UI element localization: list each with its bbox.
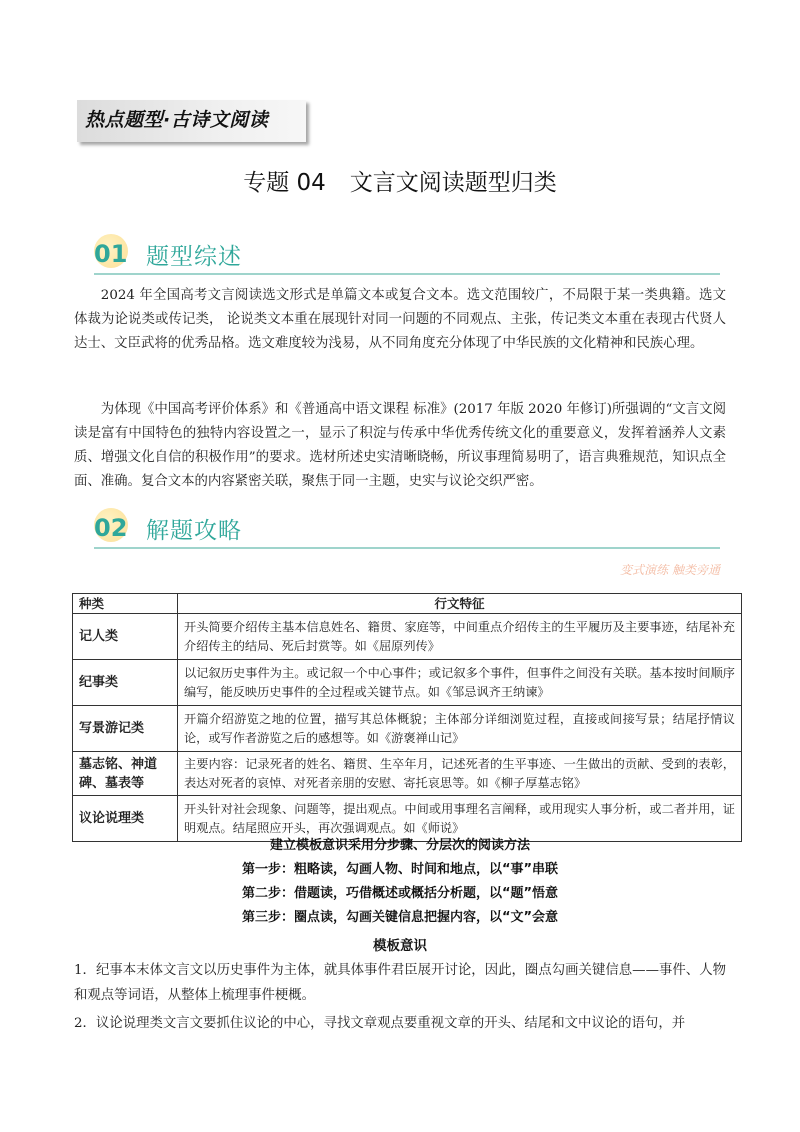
template-heading: 模板意识 xyxy=(373,938,427,954)
row-kind: 记人类 xyxy=(73,614,178,660)
table-row xyxy=(73,752,742,796)
banner-text: 热点题型·古诗文阅读 xyxy=(85,109,269,131)
section-heading-strategy xyxy=(80,508,720,554)
section-title: 解题攻略 xyxy=(146,518,242,544)
header-banner xyxy=(77,100,306,142)
row-desc: 开篇介绍游览之地的位置，描写其总体概貌；主体部分详细浏览过程，直接或间接写景；结尾抒情议论，或写作者游览之后的感想等。如《游褒禅山记》 xyxy=(178,706,742,752)
section-heading-overview xyxy=(80,234,720,280)
row-desc: 开头简要介绍传主基本信息姓名、籍贯、家庭等，中间重点介绍传主的生平履历及主要事迹，结尾补充介绍传主的结局、死后封赏等。如《屈原列传》 xyxy=(178,614,742,660)
title-number: 专题 04 xyxy=(243,170,326,196)
template-list xyxy=(74,958,726,1039)
method-step-1: 第一步：粗略读，勾画人物、时间和地点，以“事”串联 xyxy=(241,862,559,877)
table-row xyxy=(73,660,742,706)
row-kind: 议论说理类 xyxy=(73,796,178,842)
row-kind: 墓志铭、神道碑、墓表等 xyxy=(73,752,178,796)
row-kind: 写景游记类 xyxy=(73,706,178,752)
overview-paragraph-2: 为体现《中国高考评价体系》和《普通高中语文课程 标准》(2017 年版 2020 年修订)所强调的“文言文阅读是富有中国特色的独特内容设置之一，显示了积淀与传承中华优秀传统文化的重要意义，发挥着涵养人文素质、增强文化自信的积极作用”的要求。选材所述史实清晰晓畅，所议事理简易明了，语言典雅规范，知识点全面、准确。复合文本的内容紧密关联，聚焦于同一主题，史实与议论交织严密。 xyxy=(74,402,726,489)
list-item: 1．纪事本末体文言文以历史事件为主体，就具体事件君臣展开讨论，因此，圈点勾画关键信息——事件、人物和观点等词语，从整体上梳理事件梗概。 xyxy=(74,963,726,1003)
method-block xyxy=(0,834,800,930)
section-number: 02 xyxy=(94,514,128,542)
title-name: 文言文阅读题型归类 xyxy=(349,170,557,196)
row-desc: 主要内容：记录死者的姓名、籍贯、生卒年月，记述死者的生平事迹、一生做出的贡献、受到的表彰，表达对死者的哀悼、对死者亲朋的安慰、寄托哀思等。如《柳子厚墓志铭》 xyxy=(178,752,742,796)
table-header-feature: 行文特征 xyxy=(178,594,742,614)
section-divider xyxy=(94,547,720,549)
table-row xyxy=(73,614,742,660)
section-title: 题型综述 xyxy=(146,244,242,270)
genre-table xyxy=(72,593,742,842)
overview-paragraph-1: 2024 年全国高考文言阅读选文形式是单篇文本或复合文本。选文范围较广，不局限于某一类典籍。选文体裁为论说类或传记类， 论说类文本重在展现针对同一问题的不同观点、主张，传记类文本重在表现古代贤人达士、文臣武将的优秀品格。选文难度较为浅易，从不同角度充分体现了中华民族的文化精神和民族心理。 xyxy=(74,288,726,351)
method-step-2: 第二步：借题读，巧借概述或概括分析题，以“题”悟意 xyxy=(241,886,559,901)
method-step-3: 第三步：圈点读，勾画关键信息把握内容，以“文”会意 xyxy=(241,910,559,925)
table-header-kind: 种类 xyxy=(73,594,178,614)
table-header-row xyxy=(73,594,742,614)
tagline: 变式演练 触类旁通 xyxy=(620,563,720,577)
row-kind: 纪事类 xyxy=(73,660,178,706)
section-number: 01 xyxy=(94,240,128,268)
list-item: 2．议论说理类文言文要抓住议论的中心，寻找文章观点要重视文章的开头、结尾和文中议论的语句，并 xyxy=(74,1016,686,1031)
method-heading: 建立模板意识采用分步骤、分层次的阅读方法 xyxy=(269,838,530,853)
section-divider xyxy=(94,273,720,275)
row-desc: 开头针对社会现象、问题等，提出观点。中间或用事理名言阐释，或用现实人事分析，或二者并用，证明观点。结尾照应开头，再次强调观点。如《师说》 xyxy=(178,796,742,842)
row-desc: 以记叙历史事件为主。或记叙一个中心事件；或记叙多个事件，但事件之间没有关联。基本按时间顺序编写，能反映历史事件的全过程或关键节点。如《邹忌讽齐王纳谏》 xyxy=(178,660,742,706)
page-title xyxy=(0,164,800,197)
table-row xyxy=(73,706,742,752)
